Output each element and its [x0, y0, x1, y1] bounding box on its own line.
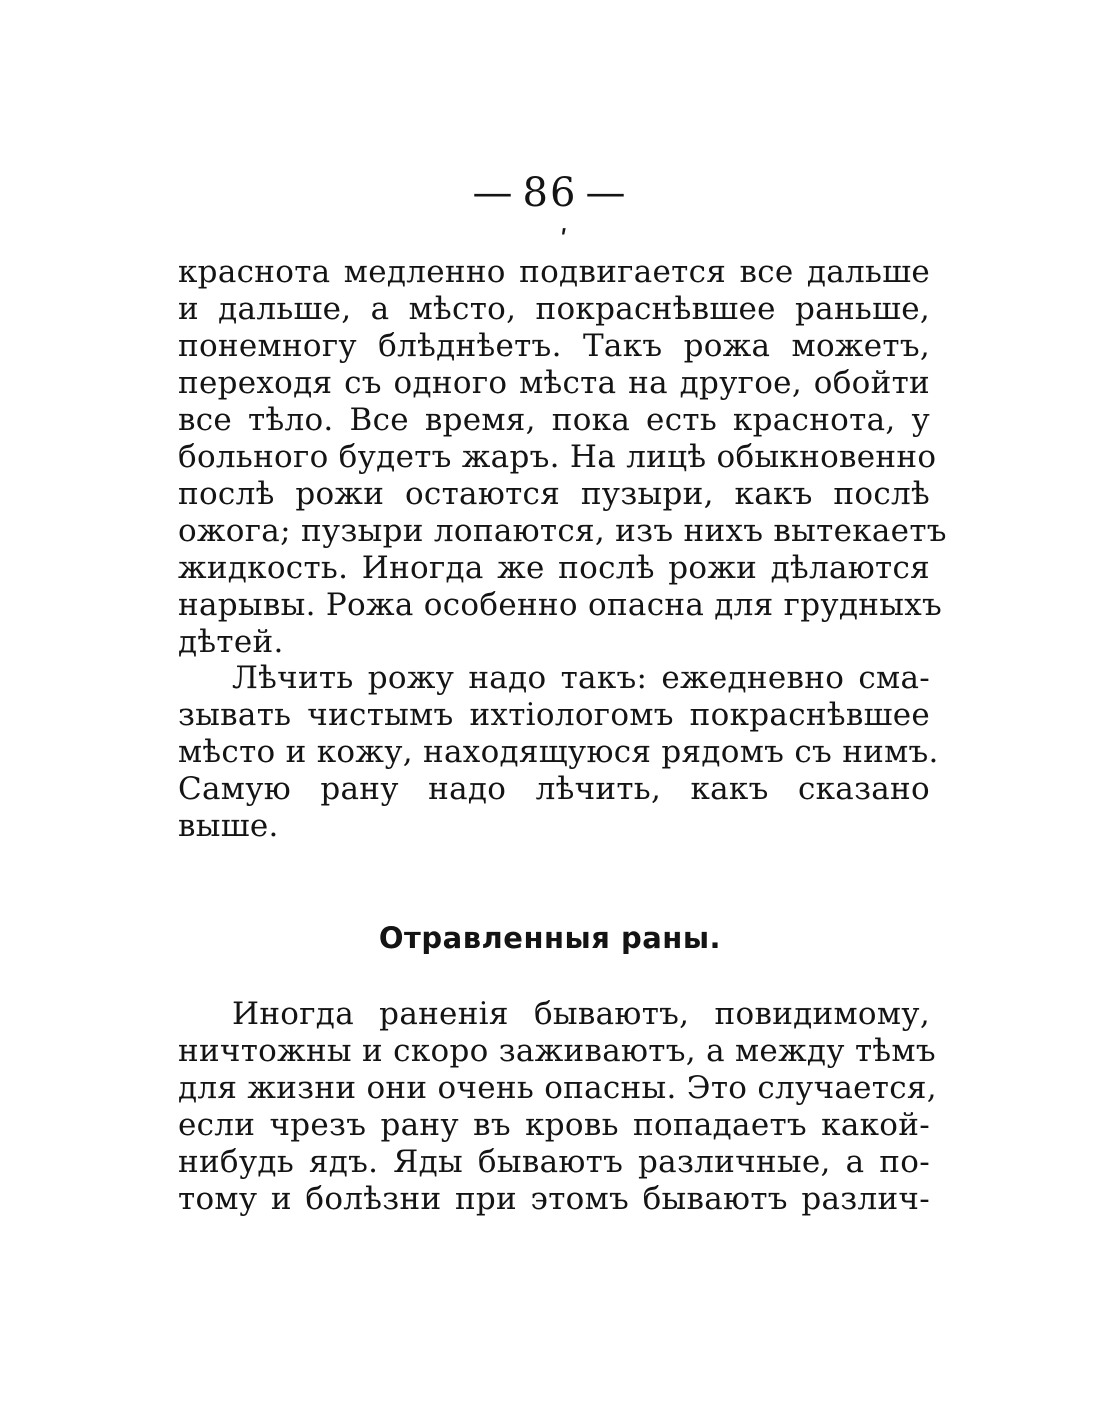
text-line: нибудь ядъ. Яды бываютъ различные, а по-	[178, 1144, 930, 1180]
text-line: Лѣчить рожу надо такъ: ежедневно сма-	[232, 660, 930, 696]
text-line: выше.	[178, 808, 279, 844]
text-line: мѣсто и кожу, находящуюся рядомъ съ нимъ.	[178, 734, 939, 770]
text-line: зывать чистымъ ихтіологомъ покраснѣвшее	[178, 697, 930, 733]
section-heading: Отравленныя раны.	[378, 921, 722, 955]
text-line: понемногу блѣднѣетъ. Такъ рожа можетъ,	[178, 328, 930, 364]
text-line: нарывы. Рожа особенно опасна для грудныхъ	[178, 587, 943, 623]
text-line: все тѣло. Все время, пока есть краснота, у	[178, 402, 930, 438]
text-line: переходя съ одного мѣста на другое, обойти	[178, 365, 930, 401]
text-line: Самую рану надо лѣчить, какъ сказано	[178, 771, 930, 807]
paragraph-erysipelas-treatment	[178, 660, 939, 845]
page-number-dash-right: —	[585, 170, 628, 216]
printer-tick-mark: ʹ	[560, 226, 568, 256]
text-line: ожога; пузыри лопаются, изъ нихъ вытекаетъ	[178, 513, 947, 549]
page-number-dash-left: —	[472, 170, 515, 216]
text-line: дѣтей.	[178, 624, 284, 660]
text-line: ничтожны и скоро заживаютъ, а между тѣмъ	[178, 1033, 936, 1069]
text-line: больного будетъ жаръ. На лицѣ обыкновенно	[178, 439, 937, 475]
text-line: тому и болѣзни при этомъ бываютъ различ-	[178, 1181, 930, 1217]
text-line: жидкость. Иногда же послѣ рожи дѣлаются	[178, 550, 930, 586]
text-line: и дальше, а мѣсто, покраснѣвшее раньше,	[178, 291, 930, 327]
text-line: если чрезъ рану въ кровь попадаетъ какой-	[178, 1107, 930, 1143]
text-line: краснота медленно подвигается все дальше	[178, 254, 930, 290]
text-line: Иногда раненія бываютъ, повидимому,	[232, 996, 930, 1032]
paragraph-poisoned-wounds	[178, 996, 937, 1218]
page-number	[0, 168, 1100, 218]
text-line: послѣ рожи остаются пузыри, какъ послѣ	[178, 476, 930, 512]
page-number-value: 86	[522, 170, 578, 216]
paragraph-erysipelas-course	[178, 254, 947, 661]
text-line: для жизни они очень опасны. Это случается,	[178, 1070, 937, 1106]
